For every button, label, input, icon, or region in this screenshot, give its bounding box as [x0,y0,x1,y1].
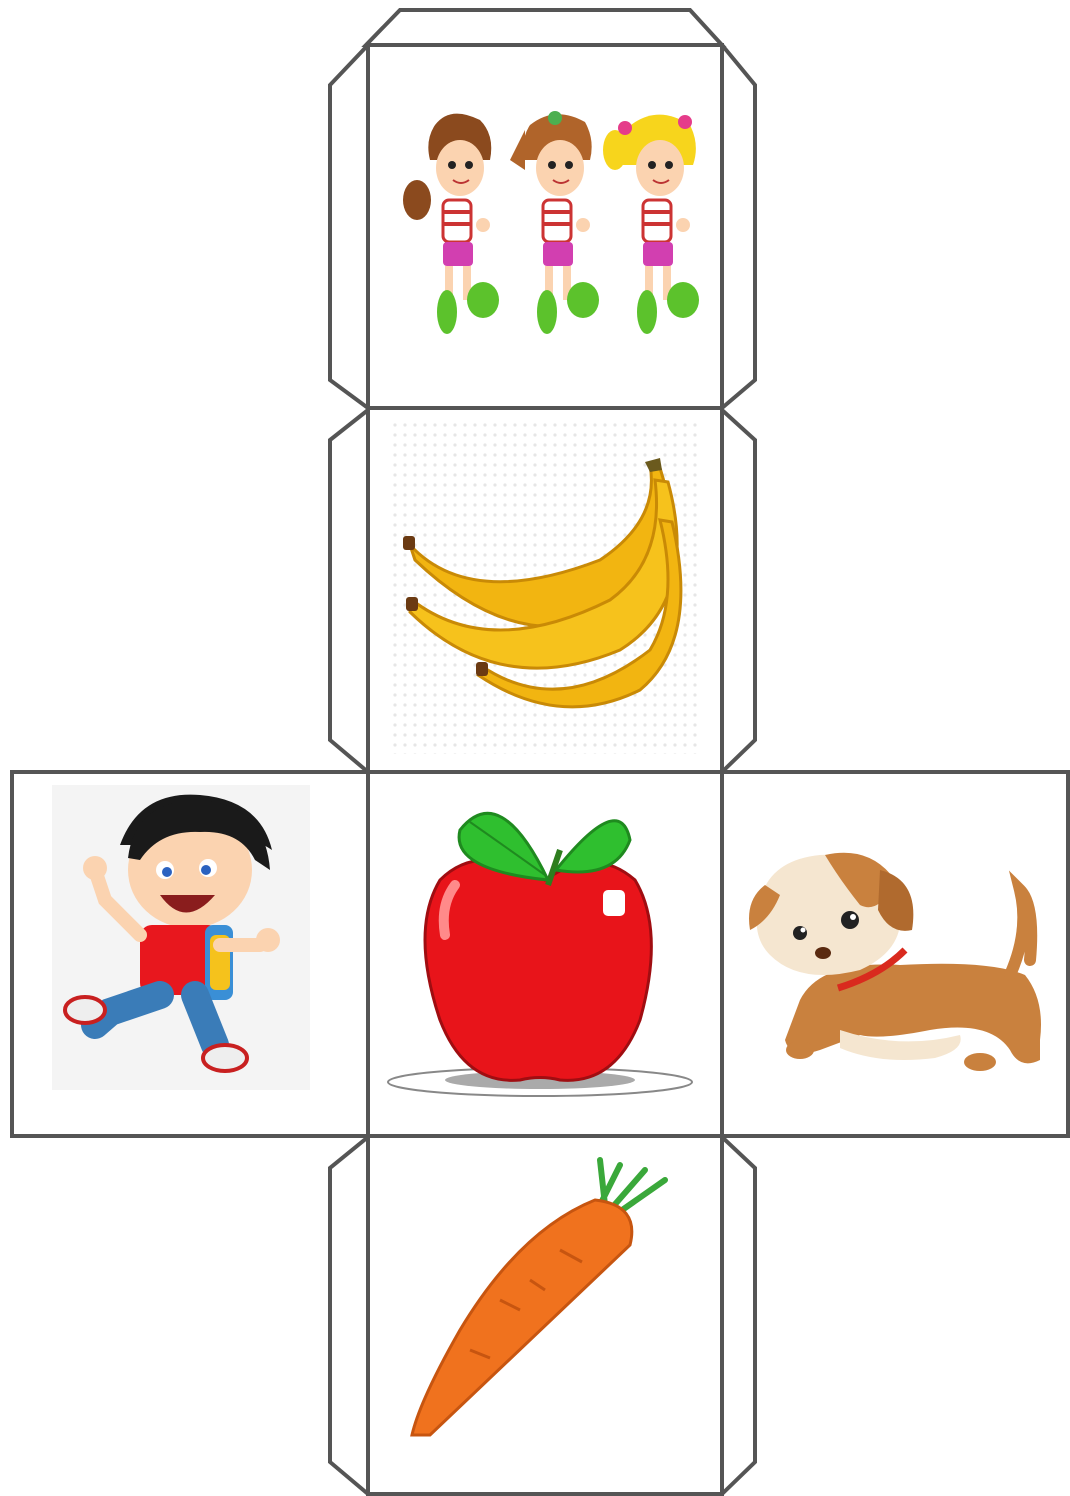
glue-tab-top-right [722,45,755,408]
glue-tab-top [366,10,722,45]
glue-tab-bottom-right [722,1137,755,1494]
glue-tab-mid-left [330,410,368,772]
bananas-picture [390,422,702,754]
three-girls-picture [403,111,699,334]
glue-tab-bottom-left [330,1137,368,1494]
boy-picture [52,785,310,1090]
glue-tab-mid-right [722,410,755,772]
glue-tab-top-left [330,45,368,408]
